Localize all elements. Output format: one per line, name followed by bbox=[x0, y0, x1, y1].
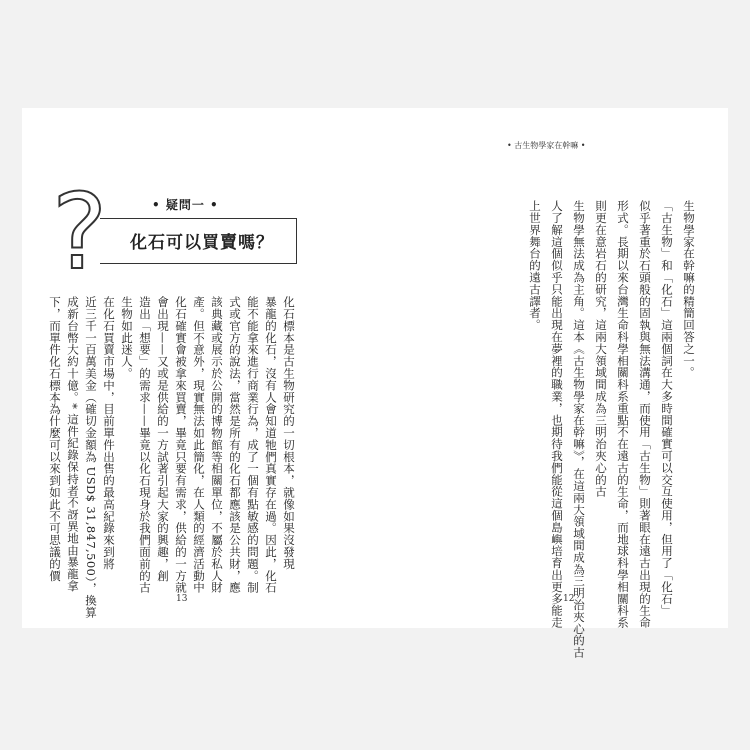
page-number: 12 bbox=[563, 594, 575, 604]
text-column: 產。但不意外，現實無法如此簡化，在人類的經濟活動中 bbox=[192, 296, 206, 594]
question-title: 化石可以買賣嗎？ bbox=[130, 233, 274, 253]
text-column: 上世界舞台的遠古譯者。 bbox=[528, 200, 542, 331]
text-column: 生物學家在幹嘛的精簡回答之一。 bbox=[682, 200, 696, 379]
text-column: 「古生物」和「化石」這兩個詞在大多時間確實可以交互使用，但用了「化石」 bbox=[660, 200, 674, 617]
text-column: 該典藏或展示於公開的博物館等相關單位，不屬於私人財 bbox=[210, 296, 224, 594]
page-number: 13 bbox=[176, 594, 188, 604]
text-column: 暴龍的化石，沒有人會知道牠們真實存在過。因此，化石 bbox=[264, 296, 278, 594]
text-column: 生物如此迷人。 bbox=[120, 296, 134, 380]
text-column: 能不能拿來進行商業行為，成了一個有點敏感的問題。制 bbox=[246, 296, 260, 594]
text-column: 形式。長期以來台灣生命科學相關科系重點不在遠古的生命，而地球科學相關科系 bbox=[616, 200, 630, 629]
text-column: 則更在意岩石的研究，這兩大領域間成為三明治夾心的古 bbox=[594, 200, 608, 498]
text-column: 生物學無法成為主角。這本《古生物學家在幹嘛》，在這兩大領域間成為三明治夾心的古 bbox=[572, 200, 586, 659]
text-column: 近三千一百萬美金（確切金額為 USD$ 31,847,500），換算 bbox=[84, 296, 98, 619]
text-column: 化石確實會被拿來買賣，畢竟只要有需求，供給的一方就 bbox=[174, 296, 188, 594]
text-column: 似乎著重於石頭般的固執與無法溝通，而使用「古生物」則著眼在遠古出現的生命 bbox=[638, 200, 652, 629]
text-column: 人了解這個似乎只能出現在夢裡的職業，也期待我們能從這個島嶼培育出更多能走 bbox=[550, 200, 564, 629]
text-column: 會出現——又或是供給的一方試著引起大家的興趣，創 bbox=[156, 296, 170, 582]
text-column: 下，而單件化石標本為什麼可以來到如此不可思議的價 bbox=[48, 296, 62, 582]
text-column: 在化石買賣市場中，目前單件出售的最高紀錄來到將 bbox=[102, 296, 116, 570]
question-mark-icon: ? bbox=[52, 171, 108, 293]
question-heading bbox=[52, 171, 296, 293]
text-column: 成新台幣大約十億。* 這件紀錄保持者不訝異地由暴龍拿 bbox=[66, 296, 80, 592]
question-tag: • 疑問一 • bbox=[146, 196, 225, 213]
running-header: • 古生物學家在幹嘛 • bbox=[507, 141, 586, 150]
text-column: 化石標本是古生物研究的一切根本，就像如果沒發現 bbox=[282, 296, 296, 570]
text-column: 式或官方的說法，當然是所有的化石都應該是公共財，應 bbox=[228, 296, 242, 594]
text-column: 造出「想要」的需求——畢竟以化石現身於我們面前的古 bbox=[138, 296, 152, 594]
